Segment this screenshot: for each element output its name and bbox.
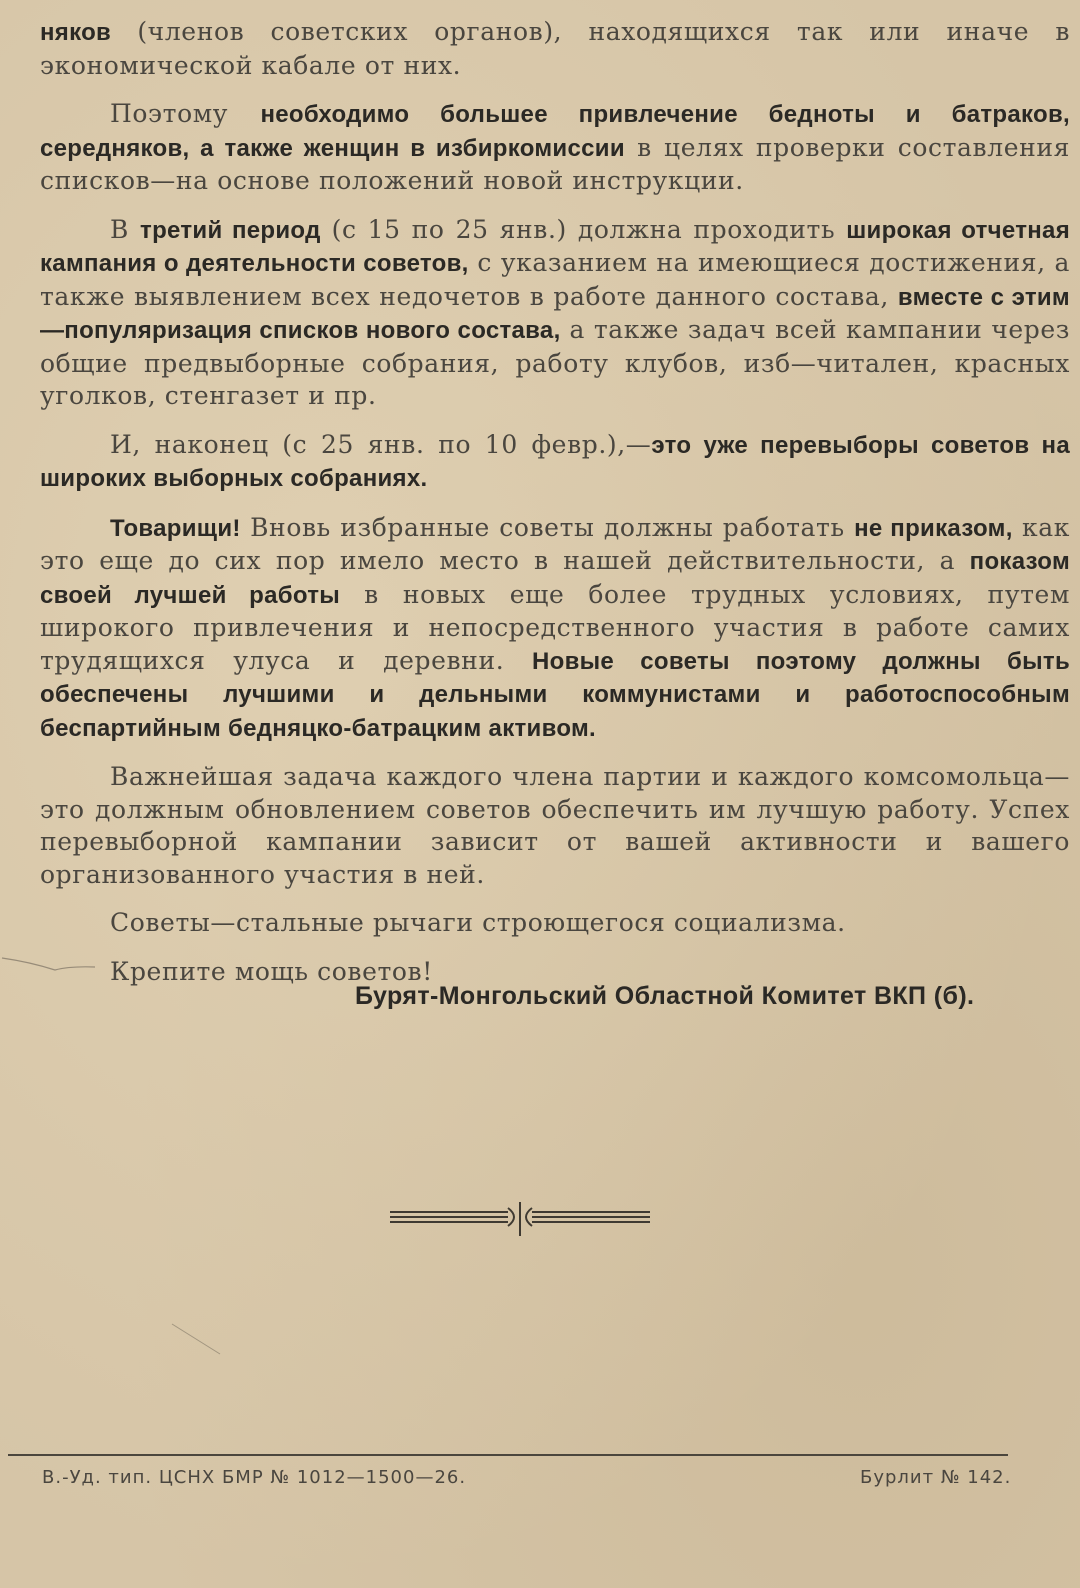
body-text: В	[110, 214, 141, 244]
paragraph-5	[40, 512, 1070, 746]
bold-text: Новые советы поэтому должны быть обеспечены лучшими и дельными коммунистами и работоспособным беспартийным бедняцко-батрацким активом.	[40, 647, 1070, 742]
ornament-divider-icon	[390, 1202, 650, 1238]
body-text: в новых еще более трудных условиях, путем широкого привлечения и непосредственного участия в работе самих трудящихся улуса и деревни.	[40, 579, 1070, 675]
paper-scratch-icon	[170, 1320, 230, 1360]
bold-text: третий период	[140, 216, 321, 244]
body-text: Поэтому	[110, 99, 261, 128]
bold-text: необходимо большее привлечение бедноты и батраков, середняков, а также женщин в избиркомиссии	[40, 101, 1071, 162]
bold-text: это уже перевыборы советов на широких выборных собраниях.	[40, 431, 1070, 492]
body-text: (с 15 по 25 янв.) должна проходить	[320, 214, 847, 244]
paragraph-3	[40, 214, 1070, 413]
body-text: как это еще до сих пор имело место в нашей действительности, а	[40, 512, 1070, 575]
body-text: в целях проверки составления списков—на основе положений новой инструкции.	[40, 132, 1070, 195]
body-text: Важнейшая задача каждого члена партии и каждого комсомольца—это должным обновлением советов обеспечить им лучшую работу. Успех перевыборной кампании зависит от вашей активности и вашего организованного участия в ней.	[40, 762, 1070, 889]
body-text: Советы—стальные рычаги строющегося социализма.	[110, 908, 846, 937]
bold-text: вместе с этим—популяризация списков нового состава,	[40, 283, 1070, 344]
bold-text: не приказом,	[854, 514, 1013, 542]
bold-text: широкая отчетная кампания о деятельности советов,	[40, 216, 1070, 277]
body-text: а также задач всей кампании через общие предвыборные собрания, работу клубов, изб—читален, красных уголков, стенгазет и пр.	[40, 315, 1071, 410]
body-text: (членов советских органов), находящихся так или иначе в экономической кабале от них.	[40, 17, 1070, 80]
body-text: Вновь избранные советы должны работать	[240, 512, 855, 542]
paragraph-7	[40, 907, 1070, 940]
bold-text: показом своей лучшей работы	[40, 548, 1070, 609]
paragraph-2	[40, 98, 1070, 198]
body-text: И, наконец (с 25 янв. по 10 февр.),—	[110, 429, 652, 459]
body-text: Крепите мощь советов!	[110, 956, 433, 986]
bold-text: Товарищи!	[110, 514, 241, 542]
printer-imprint: В.-Уд. тип. ЦСНХ БМР № 1012—1500—26.	[42, 1467, 467, 1488]
publication-number: Бурлит № 142.	[860, 1467, 1012, 1488]
paragraph-4	[40, 429, 1070, 496]
paper-scratch-icon	[0, 940, 110, 980]
paragraph-1	[40, 16, 1070, 82]
signature: Бурят-Монгольский Областной Комитет ВКП (б).	[355, 982, 975, 1010]
paragraph-6	[40, 761, 1070, 891]
bold-text: няков	[40, 19, 112, 46]
body-text: с указанием на имеющиеся достижения, а также выявлением всех недочетов в работе данного состава,	[40, 248, 1070, 311]
footer-rule	[8, 1454, 1008, 1456]
